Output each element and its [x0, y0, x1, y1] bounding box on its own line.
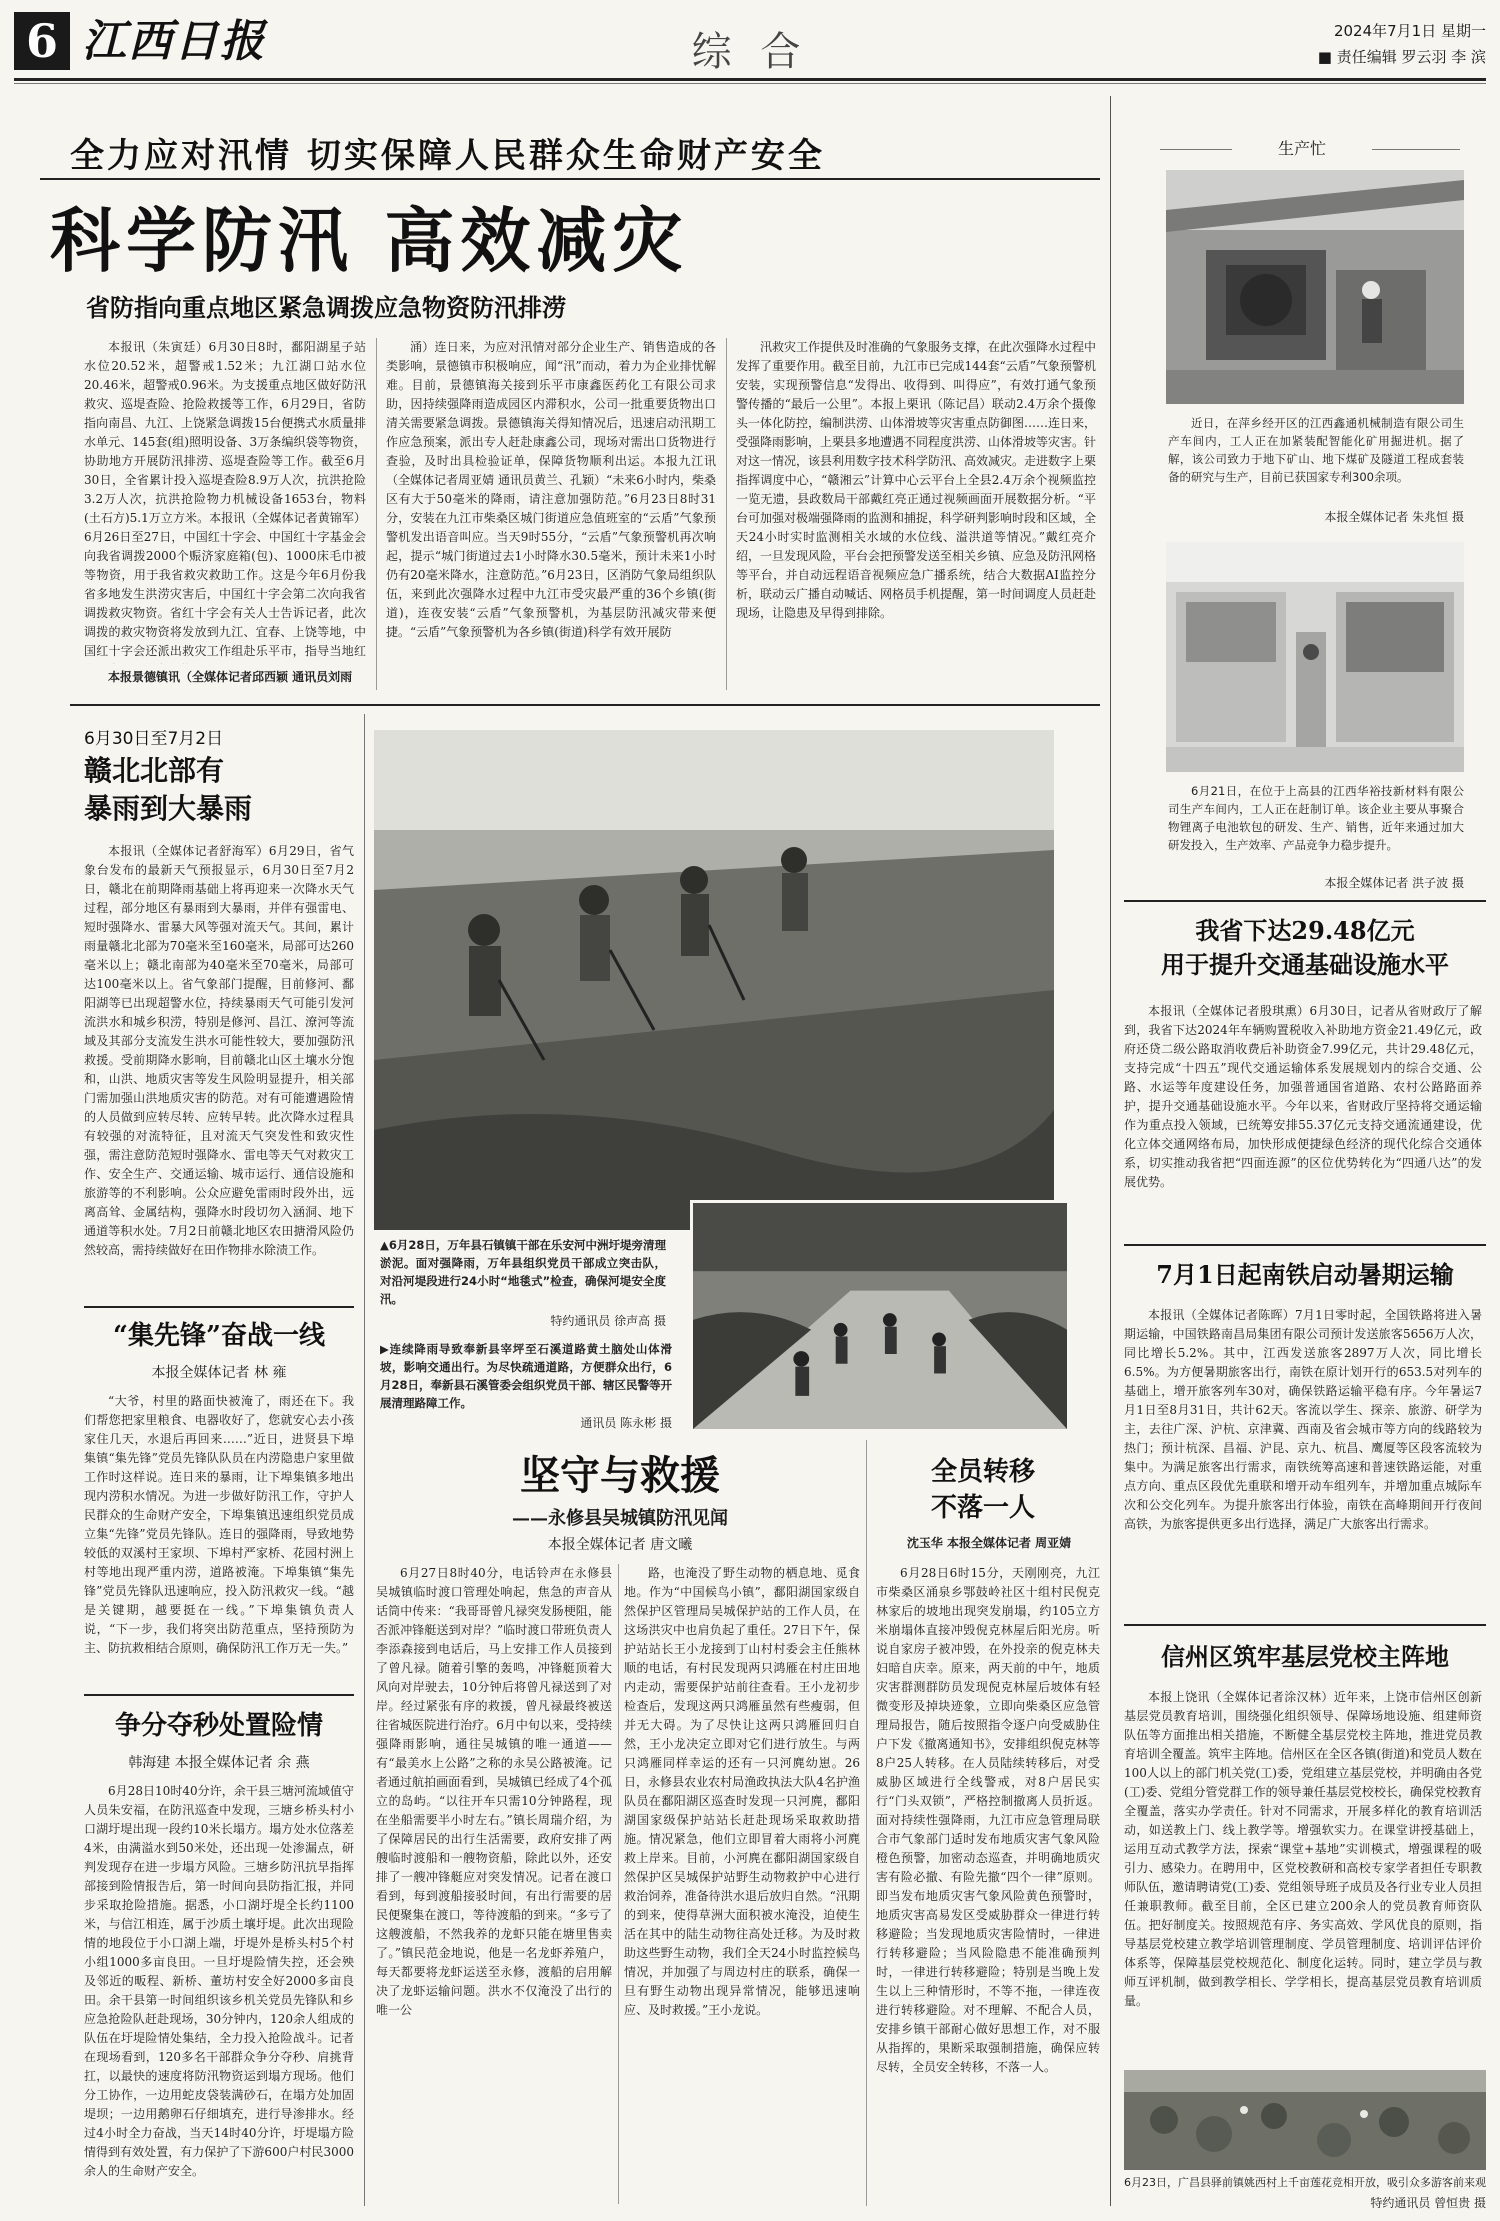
editors: ■ 责任编辑 罗云羽 李 滨 [1317, 48, 1486, 66]
quanyuan-body: 6月28日6时15分，天刚刚亮，九江市柴桑区涌泉乡鄂鼓岭社区十组村民倪克林家后的坡地出现突发崩塌，约105立方米崩塌体直接冲毁倪克林屋后阳光房。听说自家房子被冲毁，在外投亲的倪克林夫妇暗自庆幸。原来，两天前的中午，地质灾害群测群防员发现倪克林屋后坡体有轻微变形及掉块迹象，立即向柴桑区应急管理局报告，随后按照指令逐户向受威胁住户下发《撤离通知书》，安排组织倪克林等8户25人转移。在人员陆续转移后，对受威胁区域进行全线警戒，对8户居民实行“门头双锁”，严格控制撤离人员折返。面对持续性强降雨，九江市应急管理局联合市气象部门适时发布地质灾害气象风险橙色预警，加密动态巡查，并明确地质灾害有险必撤、有险先撤“四个一律”原则。即当发布地质灾害气象风险黄色预警时，地质灾害高易发区受威胁群众一律进行转移避险；当发现地质灾害险情时，一律进行转移避险；当风险隐患不能准确预判时，一律进行转移避险；特别是当晚上发生以上三种情形时，不等不拖，一律连夜进行转移避险。对不理解、不配合人员，安排乡镇干部耐心做好思想工作，对不服从指挥的，果断采取强制措施，确保应转尽转，全员安全转移，不落一人。 [876, 1566, 1100, 2074]
road-caption: ▶连续降雨导致奉新县宰坪至石溪道路黄土脑处山体滑坡，影响交通出行。为尽快疏通道路，方便群众出行，6月28日，奉新县石溪管委会组织党员干部、辖区民警等开展清理路障工作。 [380, 1342, 672, 1410]
investment-title-line2: 用于提升交通基础设施水平 [1161, 950, 1449, 979]
factory-photo-1-credit: 本报全媒体记者 朱兆恒 摄 [1324, 510, 1464, 524]
north-rain-body: 本报讯（全媒体记者舒海军）6月29日，省气象台发布的最新天气预报显示，6月30日至7月2日，赣北在前期降雨基础上将再迎来一次降水天气过程，部分地区有暴雨到大暴雨，并伴有强雷电、短时强降水、雷暴大风等强对流天气。其间，累计雨量赣北北部为70毫米至160毫米，局部可达260毫米以上；赣北南部为40毫米至70毫米，局部可达100毫米以上。省气象部门提醒，目前修河、鄱阳湖等已出现超警水位，持续暴雨天气可能引发河流洪水和城乡积涝，特别是修河、昌江、潦河等流域及其部分支流发生洪水可能性较大，要加强防汛救援。受前期降水影响，目前赣北山区土壤水分饱和，山洪、地质灾害等发生风险明显提升，相关部门需加强山洪地质灾害的防范。对有可能遭遇险情的人员做到应转尽转、应转早转。此次降水过程具有较强的对流特征，且对流天气突发性和致灾性强，需注意防范短时强降水、雷电等天气对救灾工作、安全生产、交通运输、城市运行、通信设施和旅游等的不利影响。公众应避免雷雨时段外出，远离高耸、金属结构，强降水时段切勿入涵洞、地下通道等积水处。7月2日前赣北地区农田搪滑风险仍然较高，需持续做好在田作物排水除渍工作。 [84, 844, 354, 1257]
railway-title: 7月1日起南铁启动暑期运输 [1156, 1260, 1454, 1289]
feature-sep2 [726, 338, 727, 690]
production-header: 生产忙 [1232, 136, 1372, 159]
quanyuan-title-1: 全员转移 [930, 1457, 1035, 1487]
quanyuan-sep [866, 1440, 867, 2206]
left-rule-2 [84, 1694, 354, 1696]
jixianfeng-title: “集先锋”奋战一线 [113, 1321, 325, 1351]
issue-date: 2024年7月1日 星期一 [1333, 22, 1486, 40]
jixianfeng-byline: 本报全媒体记者 林 雍 [151, 1365, 287, 1381]
lotus-photo [1124, 2070, 1486, 2170]
feature-col3: 汛救灾工作提供及时准确的气象服务支撑，在此次强降水过程中发挥了重要作用。截至目前，九江市已完成144套“云盾”气象预警机安装，实现预警信息“发得出、收得到、叫得应”，有效打通气象预警传播的“最后一公里”。本报上栗讯（陈记昌）联动2.4万余个摄像头一体化防控，编制洪涝、山体滑坡等灾害重点防御图……连日来，受强降雨影响，上栗县多地遭遇不同程度洪涝、山体滑坡等灾害。针对这一情况，该县利用数字技术科学防汛、高效减灾。走进数字上栗指挥调度中心，“赣湘云”计算中心云平台上全县2.4万余个视频监控一览无遗，县政数局干部戴红亮正通过视频画面开展数据分析。“平台可加强对极端强降雨的监测和捕捉，科学研判影响时段和区域，全天24小时实时监测相关水域的水位线、溢洪道等情况。”戴红亮介绍，一旦发现风险，平台会把预警发送至相关乡镇、应急及防汛网格等平台，并自动远程语音视频应急广播系统，结合大数据AI监控分析，联动云广播自动喊话、网格员手机提醒，第一时间调度人员赶赴现场，让隐患及早得到排除。 [736, 340, 1096, 620]
factory-photo-2 [1166, 542, 1464, 772]
quanyuan-title-2: 不落一人 [930, 1493, 1035, 1523]
fenmiao-body: 6月28日10时40分许，余干县三塘河流域值守人员朱安福，在防汛巡查中发现，三塘乡桥头村小口湖圩堤出现一段约10米长塌方。塌方处水位落差4米，由满溢水到50米处，还出现一处渗漏点，研判发现存在进一步塌方风险。三塘乡防汛抗旱指挥部接到险情报告后，第一时间向县防指汇报，并同步采取抢险措施。据悉，小口湖圩堤全长约1100米，与信江相连，属于沙质土壤圩堤。此次出现险情的地段位于小口湖上端，圩堤外是桥头村5个村小组1000多亩良田。一旦圩堤险情失控，还会殃及邻近的畈程、新桥、董坊村安全好2000多亩良田。余干县第一时间组织该乡机关党员先锋队和乡应急抢险队赶赴现场，30分钟内，120余人组成的队伍在圩堤险情处集结，全力投入抢险战斗。记者在现场看到，120多名干部群众争分夺秒、肩挑背扛，以最快的速度将防汛物资运到塌方现场。他们分工协作，一边用蛇皮袋装满砂石，在塌方处加固堤坝；一边用鹅卵石仔细填充，进行导渗排水。经过4小时全力奋战，当天14时40分许，圩堤塌方险情得到有效处置，有力保护了下游600户村民3000余人的生命财产安全。 [84, 1784, 354, 2178]
embankment-photo [374, 730, 1054, 1230]
feature-col2: 涌）连日来，为应对汛情对部分企业生产、销售造成的各类影响，景德镇市积极响应，闻“汛”而动，着力为企业排忧解难。目前，景德镇海关接到乐平市康鑫医药化工有限公司求助，因持续强降雨造成园区内滞积水，公司一批重要货物出口清关需要紧急调拨。景德镇海关得知情况后，迅速启动汛期工作应急预案，派出专人赶赴康鑫公司，现场对需出口货物进行查验，及时出具检验证单，保障货物顺利出运。本报九江讯（全媒体记者周亚婧 通讯员黄兰、孔颖）“未来6小时内，柴桑区有大于50毫米的降雨，请注意加强防范。”6月23日8时31分，安装在九江市柴桑区城门街道应急值班室的“云盾”气象预警机发出语音叫应。当天9时55分，“云盾”气象预警机再次响起，提示“城门街道过去1小时降水30.5毫米，预计未来1小时仍有20毫米降水，注意防范。”6月23日，区消防气象局组织队伍，来到此次强降水过程中九江市受灾最严重的36个乡镇(街道)，连夜安装“云盾”气象预警机，为基层防汛减灾带来便捷。“云盾”气象预警机为各乡镇(街道)科学有效开展防 [386, 340, 716, 639]
masthead-rule-thin [14, 83, 1486, 84]
fenmiao-byline: 韩海建 本报全媒体记者 余 燕 [128, 1755, 310, 1771]
factory-photo-1 [1166, 170, 1464, 404]
page-number: 6 [14, 12, 70, 70]
masthead-rule [14, 78, 1486, 81]
jianshou-byline: 本报全媒体记者 唐文曦 [547, 1537, 693, 1553]
feature-banner: 全力应对汛情 切实保障人民群众生命财产安全 [70, 136, 825, 176]
fenmiao-title: 争分夺秒处置险情 [114, 1711, 323, 1741]
xinzhou-body: 本报上饶讯（全媒体记者涂汉林）近年来，上饶市信州区创新基层党员教育培训，围绕强化组织领导、保障场地设施、组建师资队伍等方面推出相关措施，不断健全基层党校主阵地，推进党员教育培训全覆盖。筑牢主阵地。信州区在全区各镇(街道)和党员人数在100人以上的部门机关党(工)委，党组建立基层党校，并明确由各党(工)委、党组分管党群工作的领导兼任基层党校校长，确保党校教育全覆盖，落实办学责任。针对不同需求，开展多样化的教育培训活动，如送教上门、线上教学等。增强软实力。在课堂讲授基础上，运用互动式教学方法，探索“课堂+基地”实训模式，增强课程的吸引力、感染力。在聘用中，区党校教研和高校专家学者担任专职教师队伍，邀请聘请党(工)委、党组领导班子成员及各行业专业人员担任兼职教师。截至目前，全区已建立200余人的党员教育师资队伍。把好制度关。按照规范有序、务实高效、学风优良的原则，指导基层党校建立教学培训管理制度、学员管理制度、培训评估评价体系等，保障基层党校规范化、制度化运转。同时，建立学员与教师互评机制，做到教学相长、学学相长，提高基层党员教育培训质量。 [1124, 1690, 1482, 2008]
road-photo [690, 1200, 1070, 1432]
factory-photo-2-caption: 6月21日，在位于上高县的江西华裕技新材料有限公司生产车间内，工人正在赶制订单。该企业主要从事聚合物锂离子电池软包的研发、生产、销售，近年来通过加大研发投入，生产效率、产品竞争力稳步提升。 [1168, 784, 1464, 852]
road-credit: 通讯员 陈永彬 摄 [580, 1416, 672, 1430]
feature-title: 科学防汛 高效减灾 [50, 200, 689, 282]
quanyuan-byline: 沈玉华 本报全媒体记者 周亚婧 [906, 1536, 1072, 1550]
left-column-sep [364, 714, 365, 2206]
factory-photo-2-credit: 本报全媒体记者 洪子波 摄 [1324, 876, 1464, 890]
investment-title-line1: 我省下达29.48亿元 [1195, 916, 1415, 945]
north-rain-title-1: 赣北北部有 [84, 754, 225, 787]
jianshou-sep [618, 1564, 619, 2204]
jianshou-col2: 路，也淹没了野生动物的栖息地、觅食地。作为“中国候鸟小镇”，鄱阳湖国家级自然保护区管理局吴城保护站的工作人员，在这场洪灾中也肩负起了重任。27日下午，保护站站长王小龙接到丁山村村委会主任熊林顺的电话，有村民发现两只鸿雁在村庄田地内走动，需要保护站前往查看。王小龙初步检查后，发现这两只鸿雁虽然有些瘦弱，但并无大碍。为了尽快让这两只鸿雁回归自然，王小龙决定立即对它们进行放生。与两只鸿雁同样幸运的还有一只河麂幼崽。26日，永修县农业农村局渔政执法大队4名护渔队员在鄱阳湖区巡查时发现一只河麂，鄱阳湖国家级保护站站长赶赴现场采取救助措施。情况紧急，他们立即冒着大雨将小河麂救上岸来。目前，小河麂在鄱阳湖国家级自然保护区吴城保护站野生动物救护中心进行救治饲养，准备待洪水退后放归自然。“汛期的到来，使得草洲大面积被水淹没，迫使生活在其中的陆生动物往高处迁移。为及时救助这些野生动物，我们全天24小时监控候鸟情况，并加强了与周边村庄的联系，确保一旦有野生动物出现异常情况，能够迅速响应、及时救援。”王小龙说。 [624, 1566, 860, 2017]
factory-photo-1-caption: 近日，在萍乡经开区的江西鑫通机械制造有限公司生产车间内，工人正在加紧装配智能化矿用掘进机。据了解，该公司致力于地下矿山、地下煤矿及隧道工程成套装备的研究与生产，目前已获国家专利300余项。 [1168, 416, 1464, 484]
right-rule-3 [1124, 1624, 1486, 1626]
north-rain-dateline: 6月30日至7月2日 [84, 729, 224, 749]
section-name: 综 合 [691, 29, 809, 75]
feature-subtitle: 省防指向重点地区紧急调拨应急物资防汛排涝 [86, 293, 566, 322]
feature-col1-credit: 本报景德镇讯（全媒体记者邱西颖 通讯员刘雨 [108, 670, 353, 684]
right-rule-1 [1124, 900, 1486, 902]
railway-body: 本报讯（全媒体记者陈晖）7月1日零时起，全国铁路将进入暑期运输，中国铁路南昌局集团有限公司预计发送旅客5656万人次，同比增长5.2%。其中，江西发送旅客2897万人次，同比增长6.5%。为方便暑期旅客出行，南铁在原计划开行的653.5对列车的基础上，增开旅客列车30对，确保铁路运输平稳有序。今年暑运7月1日至8月31日，共计62天。客流以学生、探亲、旅游、研学为主，去往广深、沪杭、京津冀、西南及省会城市等方向的线路较为热门；预计杭深、昌福、沪昆、京九、杭昌、鹰厦等区段客流较为集中。为满足旅客出行需求，南铁统筹高速和普速铁路运能，对重点方向、重点区段优先重联和增开动车组列车，并增加重点城际车次和公交化列车。为提升旅客出行体验，南铁在高峰期间开行夜间高铁，为旅客提供更多出行选择，满足广大旅客出行需求。 [1124, 1308, 1482, 1531]
feature-sep1 [376, 338, 377, 690]
embankment-credit: 特约通讯员 徐声高 摄 [550, 1314, 666, 1328]
right-rule-2 [1124, 1244, 1486, 1246]
north-rain-title-2: 暴雨到大暴雨 [84, 792, 253, 825]
banner-underline [40, 178, 1100, 180]
left-rule-1 [84, 1306, 354, 1308]
jixianfeng-body: “大爷，村里的路面快被淹了，雨还在下。我们帮您把家里粮食、电器收好了，您就安心去小孩家住几天，水退后再回来……”近日，进贤县下埠集镇“集先锋”党员先锋队队员在内涝隐患户家里做工作时这样说。连日来的暴雨，让下埠集镇多地出现内涝积水情况。为进一步做好防汛工作，守护人民群众的生命财产安全，下埠集镇迅速组织党员成立集“先锋”党员先锋队。连日的强降雨，导致地势较低的双溪村王家坝、下埠村严家桥、花园村洲上村等地出现严重内涝，道路被淹。下埠集镇“集先锋”党员先锋队迅速响应，投入防汛救灾一线。“越是关键期，越要挺在一线。”下埠集镇负责人说，“下一步，我们将突出防范重点，坚持预防为主、防抗救相结合原则，确保防汛工作万无一失。” [84, 1394, 354, 1655]
investment-body: 本报讯（全媒体记者殷琪熏）6月30日，记者从省财政厅了解到，我省下达2024年车辆购置税收入补助地方资金21.49亿元，政府还贷二级公路取消收费后补助资金7.99亿元，共计29.48亿元，支持完成“十四五”现代交通运输体系发展规划内的综合交通、公路、水运等年度建设任务，加强普通国省道路、农村公路路面养护，提升交通基础设施水平。今年以来，省财政厅坚持将交通运输作为重点投入领域，已统筹安排55.37亿元支持交通流通建设，优化立体交通网络布局，加快形成便捷绿色经济的现代化综合交通体系，切实推动我省把“四面连源”的区位优势转化为“四通八达”的发展优势。 [1124, 1004, 1482, 1189]
paper-name: 江西日报 [82, 16, 266, 67]
feature-col1: 本报讯（朱寅廷）6月30日8时，鄱阳湖星子站水位20.52米，超警戒1.52米；九江湖口站水位20.46米，超警戒0.96米。为支援重点地区做好防汛救灾、巡堤查险、抢险救援等工作，6月29日，省防指向南昌、九江、上饶紧急调拨15台便携式水质量排水单元、145套(组)照明设备、3万条编织袋等物资，协助地方开展防汛排涝、巡堤查险等工作。截至6月30日，全省累计投入巡堤查险8.9万人次，抗洪抢险3.2万人次，抗洪抢险物力机械设备1653台，物料(土石方)5.1万立方米。本报讯（全媒体记者黄锦军）6月26日至27日，中国红十字会、中国红十字基金会向我省调拨2000个赈济家庭箱(包)、1000床毛巾被等物资，用于我省救灾救助工作。这是今年6月份我省多地发生洪涝灾害后，中国红十字会第二次向我省调拨救灾物资。省红十字会有关人士告诉记者，此次调拨的救灾物资将发放到九江、宜春、上饶等地，中国红十字会还派出救灾工作组赴乐平市，指导当地红 [84, 340, 366, 658]
lotus-caption: 6月23日，广昌县驿前镇姚西村上千亩莲花竞相开放，吸引众多游客前来观 [1124, 2176, 1486, 2189]
lotus-credit: 特约通讯员 曾恒贵 摄 [1370, 2196, 1486, 2210]
feature-bottom-rule [70, 704, 1100, 706]
jianshou-col1: 6月27日8时40分，电话铃声在永修县吴城镇临时渡口管理处响起，焦急的声音从话筒中传来：“我哥哥曾凡禄突发肠梗阻，能否派冲锋艇送到对岸？”临时渡口带班负责人李添森接到电话后，马上安排工作人员接到了曾凡禄。随着引擎的轰鸣，冲锋艇顶着大风向对岸驶去，10分钟后将曾凡禄送到了对岸。经过紧张有序的救援，曾凡禄最终被送往省城医院进行治疗。6月中旬以来，受持续强降雨影响，通往吴城镇的唯一通道——有“最美水上公路”之称的永吴公路被淹。记者通过航拍画面看到，吴城镇已经成了4个孤立的岛屿。“以往开车只需10分钟路程，现在坐船需要半小时左右。”镇长周瑞介绍，为了保障居民的出行生活需要，政府安排了两艘临时渡船和一艘物资船，除此以外，还安排了一艘冲锋艇应对突发情况。记者在渡口看到，每到渡船接驳时间，有出行需要的居民便聚集在渡口，等待渡船的到来。“多亏了这艘渡船，不然我养的龙虾只能在塘里售卖了。”镇民范金地说，他是一名龙虾养殖户，每天都要将龙虾运送至永修，渡船的启用解决了龙虾运输问题。洪水不仅淹没了出行的唯一公 [376, 1566, 612, 2017]
jianshou-subtitle: ——永修县吴城镇防汛见闻 [512, 1508, 728, 1529]
jianshou-title: 坚守与救援 [520, 1452, 720, 1499]
right-column-sep [1110, 96, 1111, 2206]
embankment-caption: ▲6月28日，万年县石镇镇干部在乐安河中洲圩堤旁清理淤泥。面对强降雨，万年县组织党员干部成立突击队，对沿河堤段进行24小时“地毯式”检查，确保河堤安全度汛。 [380, 1238, 666, 1306]
xinzhou-title: 信州区筑牢基层党校主阵地 [1161, 1642, 1449, 1671]
